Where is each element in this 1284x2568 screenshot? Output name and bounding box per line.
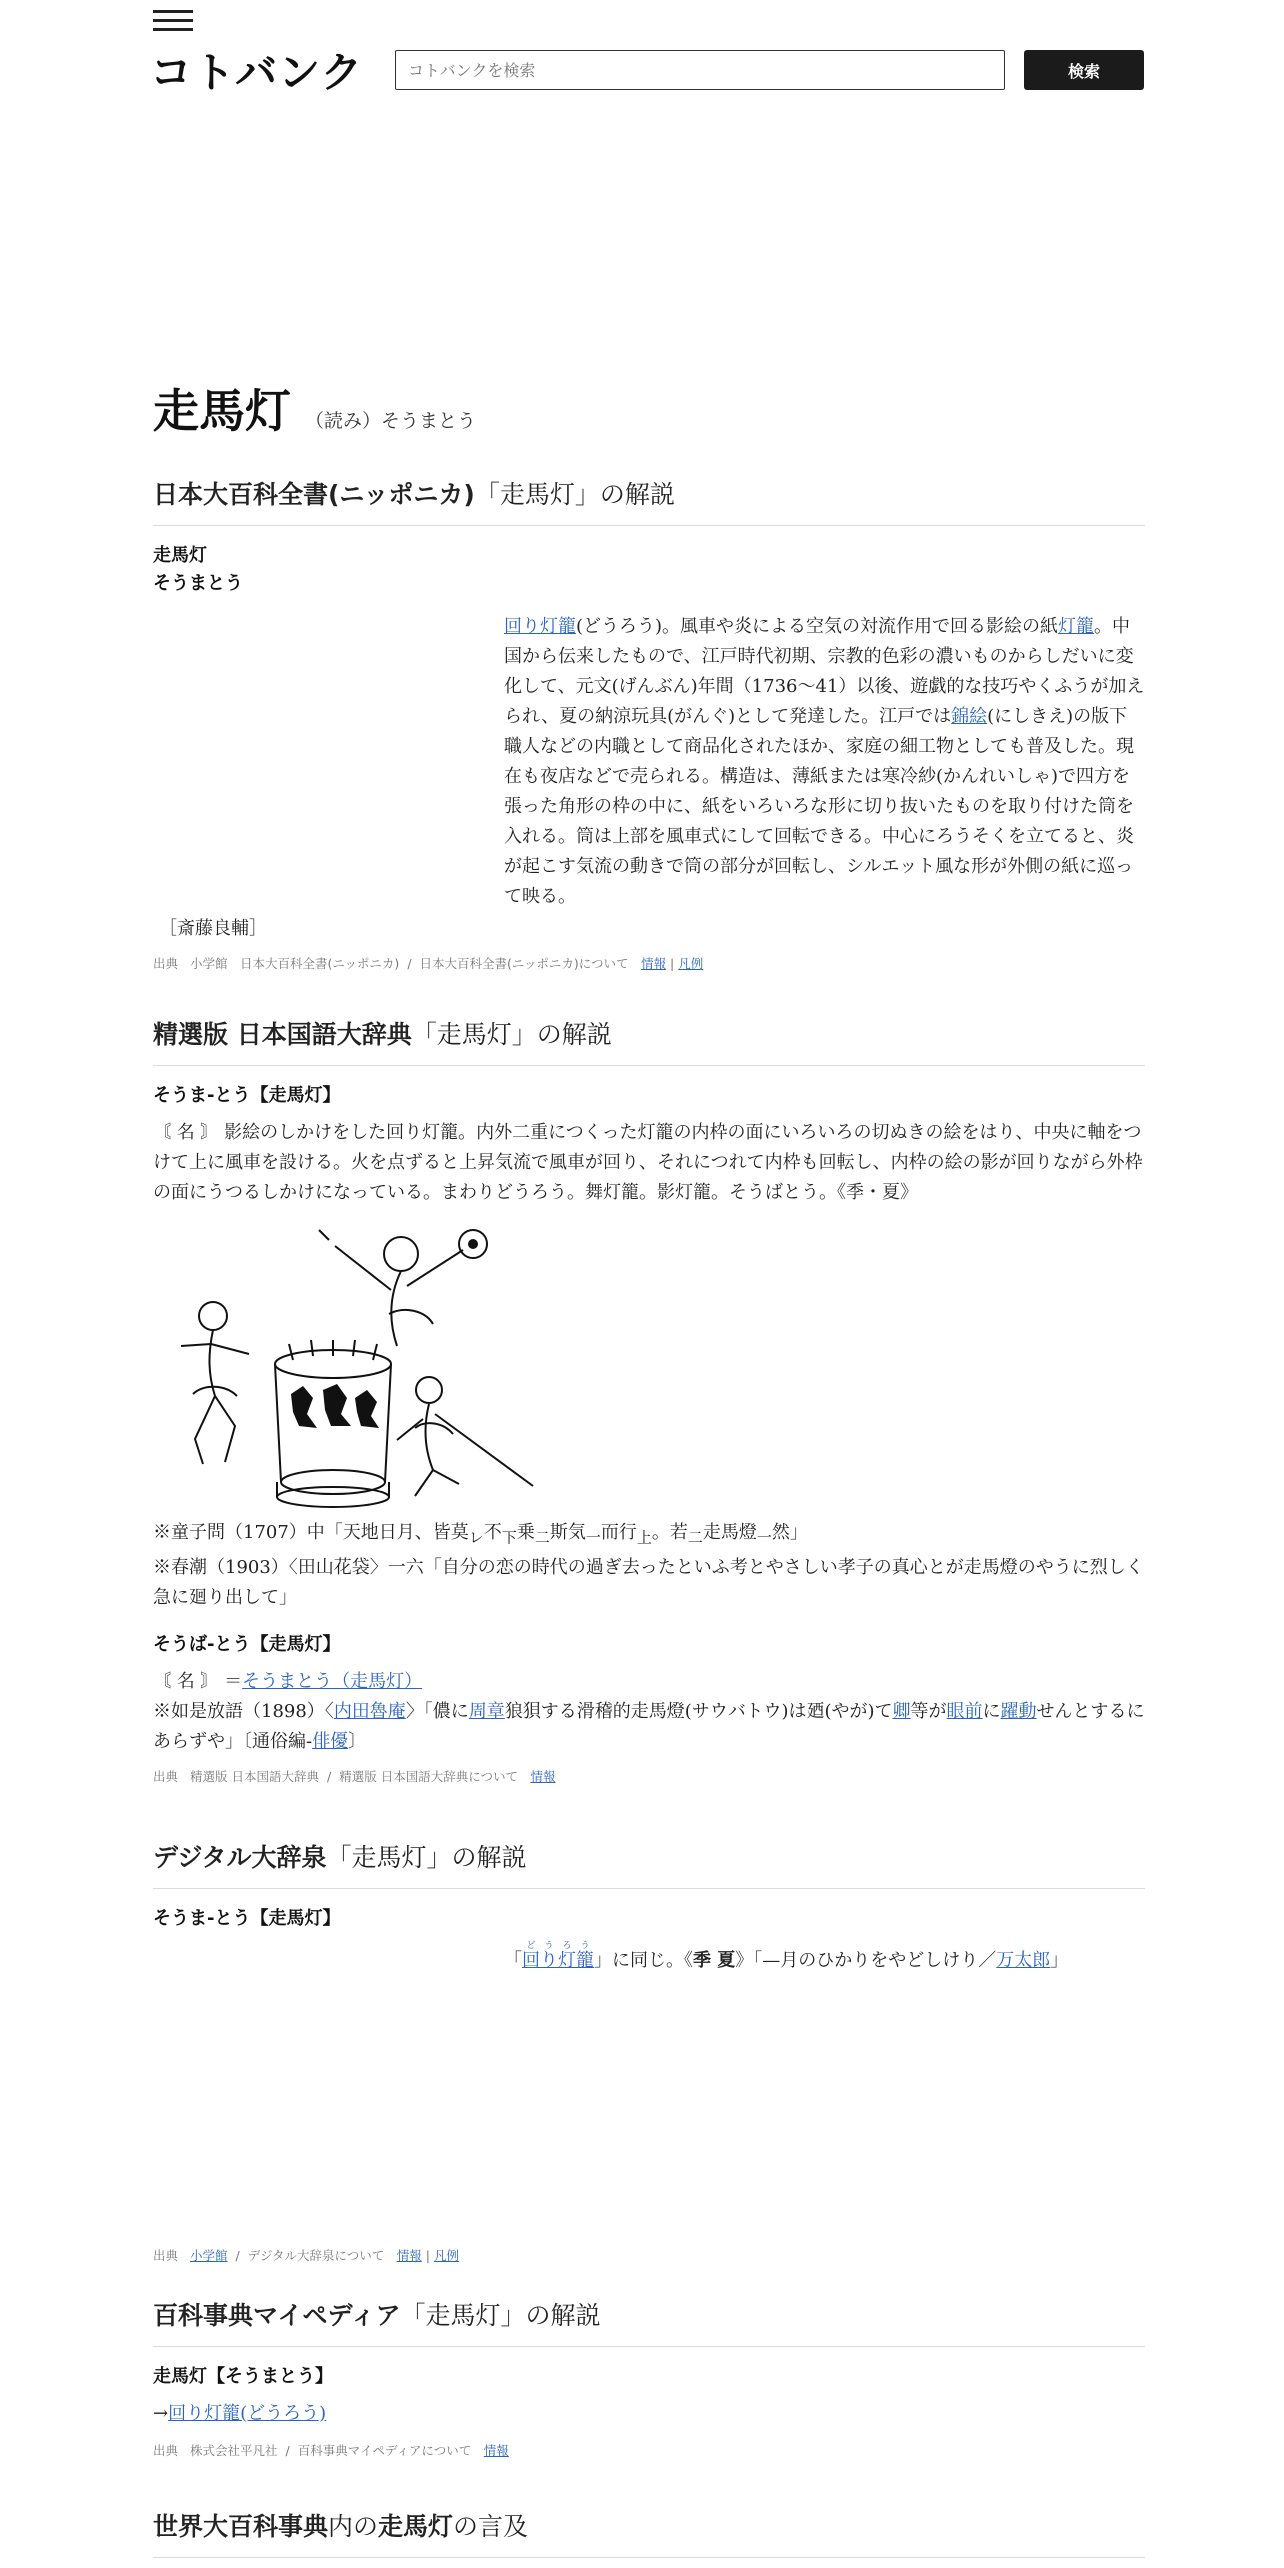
menu-icon[interactable] [153,10,193,32]
link-yakudou[interactable]: 躍動 [1000,1700,1037,1722]
definition: 〘 名 〙 ＝そうまとう（走馬灯） [153,1670,423,1692]
source-line: 出典 株式会社平凡社 / 百科事典マイペディアについて 情報 [153,2443,509,2458]
link-haiyuu[interactable]: 俳優 [312,1730,349,1752]
section-heading: デジタル大辞泉「走馬灯」の解説 [153,1838,1145,1889]
link-soumatou[interactable]: そうまとう（走馬灯） [242,1670,423,1692]
link-mawaridourou[interactable]: 回り灯籠どうろう [522,1941,594,1971]
season-label: 季 夏 [693,1950,736,1971]
title-word: 走馬灯 [153,384,291,438]
link-mawaridourou[interactable]: 回り灯籠(どうろう) [168,2403,327,2424]
section-heading: 日本大百科全書(ニッポニカ)「走馬灯」の解説 [153,475,1145,526]
search-button[interactable]: 検索 [1024,50,1144,90]
entry-title: 走馬灯 [153,545,207,566]
entry-title: 走馬灯【そうまとう】 [153,2366,333,2387]
link-mantarou[interactable]: 万太郎 [996,1950,1051,1971]
link-nishikie[interactable]: 錦絵 [951,706,988,727]
source-line: 出典 小学館 / デジタル大辞泉について 情報 | 凡例 [153,2248,459,2263]
source-line: 出典 小学館 日本大百科全書(ニッポニカ) / 日本大百科全書(ニッポニカ)について 情報 | 凡例 [153,956,704,971]
info-link[interactable]: 情報 [396,2248,422,2263]
entry-title: そうば‐とう【走馬灯】 [153,1633,341,1655]
link-uchida-roan[interactable]: 内田魯庵 [333,1700,406,1722]
definition: →回り灯籠(どうろう) [153,2403,327,2424]
source-line: 出典 精選版 日本国語大辞典 / 精選版 日本国語大辞典について 情報 [153,1768,556,1784]
definition: 〘 名 〙 影絵のしかけをした回り灯籠。内外二重につくった灯籠の内枠の面にいろいろの切ぬきの絵をはり、中央に軸をつけて上に風車を設ける。火を点ずると上昇気流で風車が回り、それにつれて内枠も回転し、内枠の絵の影が回りながら外枠の面にうつるしかけになっている。まわりどうろう。舞灯籠。影灯籠。そうばとう。《季・夏》 [153,1122,1143,1203]
entry-title: そうま‐とう【走馬灯】 [153,1085,341,1106]
section-daijisen [153,1838,1145,2264]
search-input[interactable] [395,50,1005,90]
section-heading: 精選版 日本国語大辞典「走馬灯」の解説 [153,1015,1145,1066]
entry-title: そうま‐とう【走馬灯】 [153,1908,341,1929]
info-link[interactable]: 情報 [530,1768,556,1784]
link-mawaridourou[interactable]: 回り灯籠 [504,616,576,637]
section-heading: 百科事典マイペディア「走馬灯」の解説 [153,2296,1145,2347]
section-nipponica [153,475,1145,972]
info-link[interactable]: 情報 [641,956,667,971]
author: ［斎藤良輔］ [159,918,267,939]
soumatou-illustration [153,1214,553,1514]
section-heading: 世界大百科事典内の走馬灯の言及 [153,2507,1145,2558]
section-sekai [153,2507,1145,2558]
publisher-link[interactable]: 小学館 [190,2248,228,2263]
link-shuushou[interactable]: 周章 [468,1700,505,1722]
link-ganzen[interactable]: 眼前 [946,1700,983,1722]
link-dourou[interactable]: 灯籠 [1058,616,1095,637]
title-reading: （読み）そうまとう [305,410,477,432]
entry-reading: そうまとう [153,573,243,594]
quote: ※如是放語（1898）〈内田魯庵〉「儂に周章狼狽する滑稽的走馬燈(サウバトウ)は廼(やが)て卿等が眼前に躍動せんとするにあらずや」〔通俗編‐俳優〕 [153,1700,1145,1752]
legend-link[interactable]: 凡例 [433,2248,459,2263]
quote: ※童子問（1707）中「天地日月、皆莫$_レ$不$_下$乗$_二$斯気$_一$而行$_上$。若$_二$走馬燈$_一$然」 [153,1522,808,1547]
info-link[interactable]: 情報 [483,2443,509,2458]
definition: 「回り灯籠どうろう」に同じ。《季 夏》「—月のひかりをやどしけり／万太郎」 [504,1941,1069,1971]
site-logo[interactable]: コトバンク [150,48,364,97]
section-seisen [153,1015,1145,1785]
entry-body: 回り灯籠(どうろう)。風車や炎による空気の対流作用で回る影絵の紙灯籠。中国から伝来したもので、江戸時代初期、宗教的色彩の濃いものからしだいに変化して、元文(げんぶん)年間（1736～41）以後、遊戯的な技巧やくふうが加えられ、夏の納涼玩具(がんぐ)として発達した。江戸では錦絵(にしきえ)の版下職人などの内職として商品化されたほか、家庭の細工物としても普及した。現在も夜店などで売られる。構造は、薄紙または寒冷紗(かんれいしゃ)で四方を張った角形の枠の中に、紙をいろいろな形に切り抜いたものを取り付けた筒を入れる。筒は上部を風車式にして回転できる。中心にろうそくを立てると、炎が起こす気流の動きで筒の部分が回転し、シルエット風な形が外側の紙に巡って映る。 [504,616,1145,907]
page-title [153,375,476,441]
link-kei[interactable]: 卿 [892,1700,911,1722]
section-mypedia [153,2296,1145,2459]
quote: ※春潮（1903）〈田山花袋〉一六「自分の恋の時代の過ぎ去ったといふ考とやさしい孝子の真心とが走馬燈のやうに烈しく急に廻り出して」 [153,1556,1144,1608]
legend-link[interactable]: 凡例 [678,956,704,971]
